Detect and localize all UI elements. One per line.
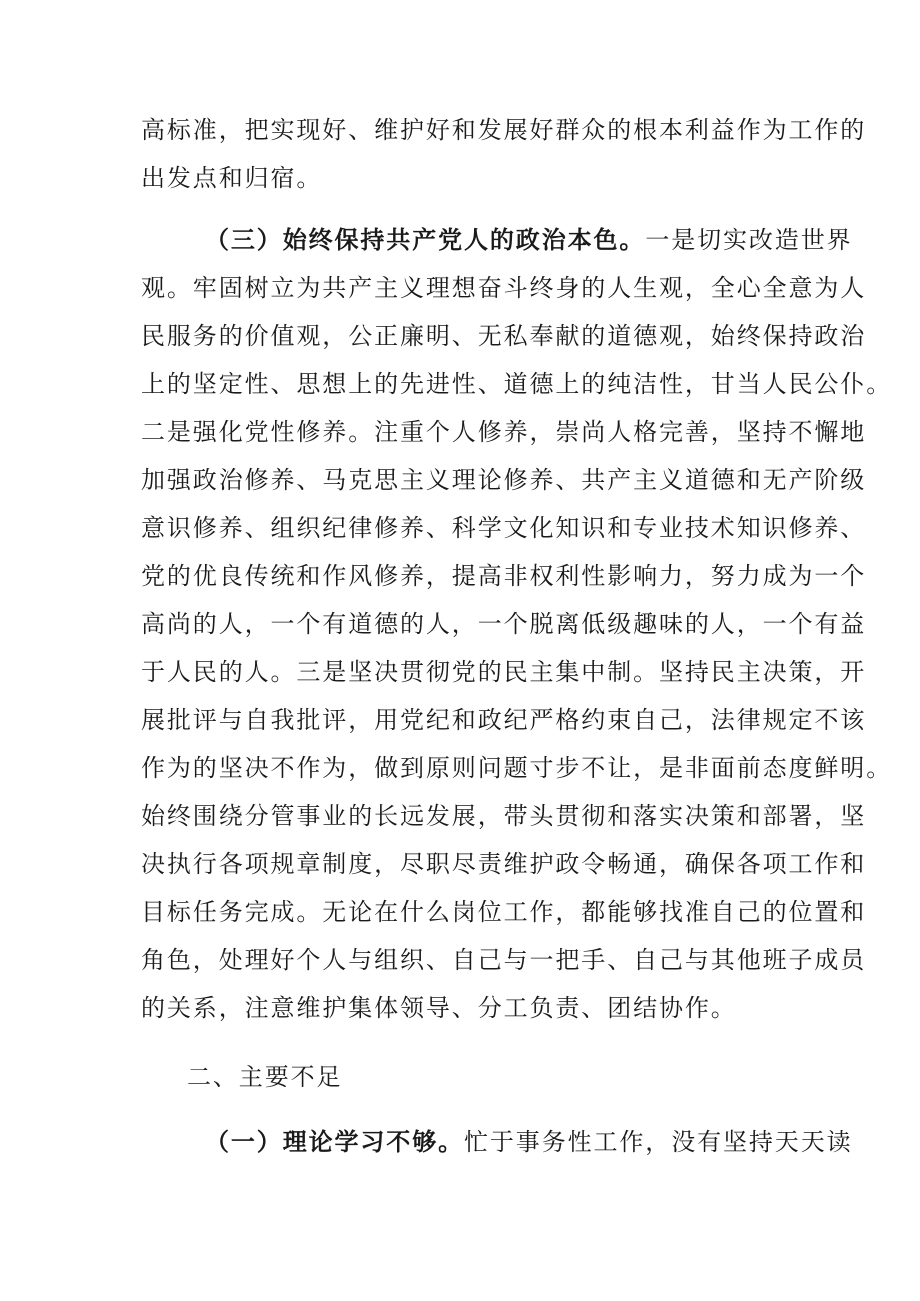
paragraph-3-line: 上的坚定性、思想上的先进性、道德上的纯洁性，甘当人民公仆。	[141, 370, 893, 398]
paragraph-3-heading: （三）始终保持共产党人的政治本色。	[205, 225, 646, 254]
section-2-heading: 二、主要不足	[187, 1063, 343, 1091]
paragraph-3-line: 民服务的价值观，公正廉明、无私奉献的道德观，始终保持政治	[141, 322, 867, 350]
paragraph-3-line: 始终围绕分管事业的长远发展，带头贯彻和落实决策和部署，坚	[141, 802, 867, 830]
paragraph-4-heading: （一）理论学习不够。	[205, 1127, 464, 1156]
paragraph-3-line: 展批评与自我批评，用党纪和政纪严格约束自己，法律规定不该	[141, 706, 867, 734]
paragraph-3-line: 意识修养、组织纪律修养、科学文化知识和专业技术知识修养、	[141, 514, 867, 542]
paragraph-3-line: 党的优良传统和作风修养，提高非权利性影响力，努力成为一个	[141, 562, 867, 590]
paragraph-3-line: 加强政治修养、马克思主义理论修养、共产主义道德和无产阶级	[141, 466, 867, 494]
paragraph-3-line: 的关系，注意维护集体领导、分工负责、团结协作。	[141, 994, 737, 1022]
paragraph-3-line: 目标任务完成。无论在什么岗位工作，都能够找准自己的位置和	[141, 898, 867, 926]
paragraph-4-first-line	[205, 1127, 853, 1157]
paragraph-3-line: 决执行各项规章制度，尽职尽责维护政令畅通，确保各项工作和	[141, 850, 867, 878]
paragraph-3-line: 二是强化党性修养。注重个人修养，崇尚人格完善，坚持不懈地	[141, 418, 867, 446]
paragraph-3-line: 作为的坚决不作为，做到原则问题寸步不让，是非面前态度鲜明。	[141, 754, 893, 782]
intro-line-1: 高标准，把实现好、维护好和发展好群众的根本利益作为工作的	[141, 116, 867, 144]
paragraph-3-line: 高尚的人，一个有道德的人，一个脱离低级趣味的人，一个有益	[141, 610, 867, 638]
paragraph-3-first-line-text: 一是切实改造世界	[645, 226, 853, 254]
paragraph-3-line: 观。牢固树立为共产主义理想奋斗终身的人生观，全心全意为人	[141, 274, 867, 302]
paragraph-3-first-line	[205, 225, 853, 255]
paragraph-3-line: 于人民的人。三是坚决贯彻党的民主集中制。坚持民主决策，开	[141, 658, 867, 686]
intro-line-2: 出发点和归宿。	[141, 164, 323, 192]
paragraph-4-first-line-text: 忙于事务性工作，没有坚持天天读	[464, 1128, 853, 1156]
paragraph-3-line: 角色，处理好个人与组织、自己与一把手、自己与其他班子成员	[141, 946, 867, 974]
